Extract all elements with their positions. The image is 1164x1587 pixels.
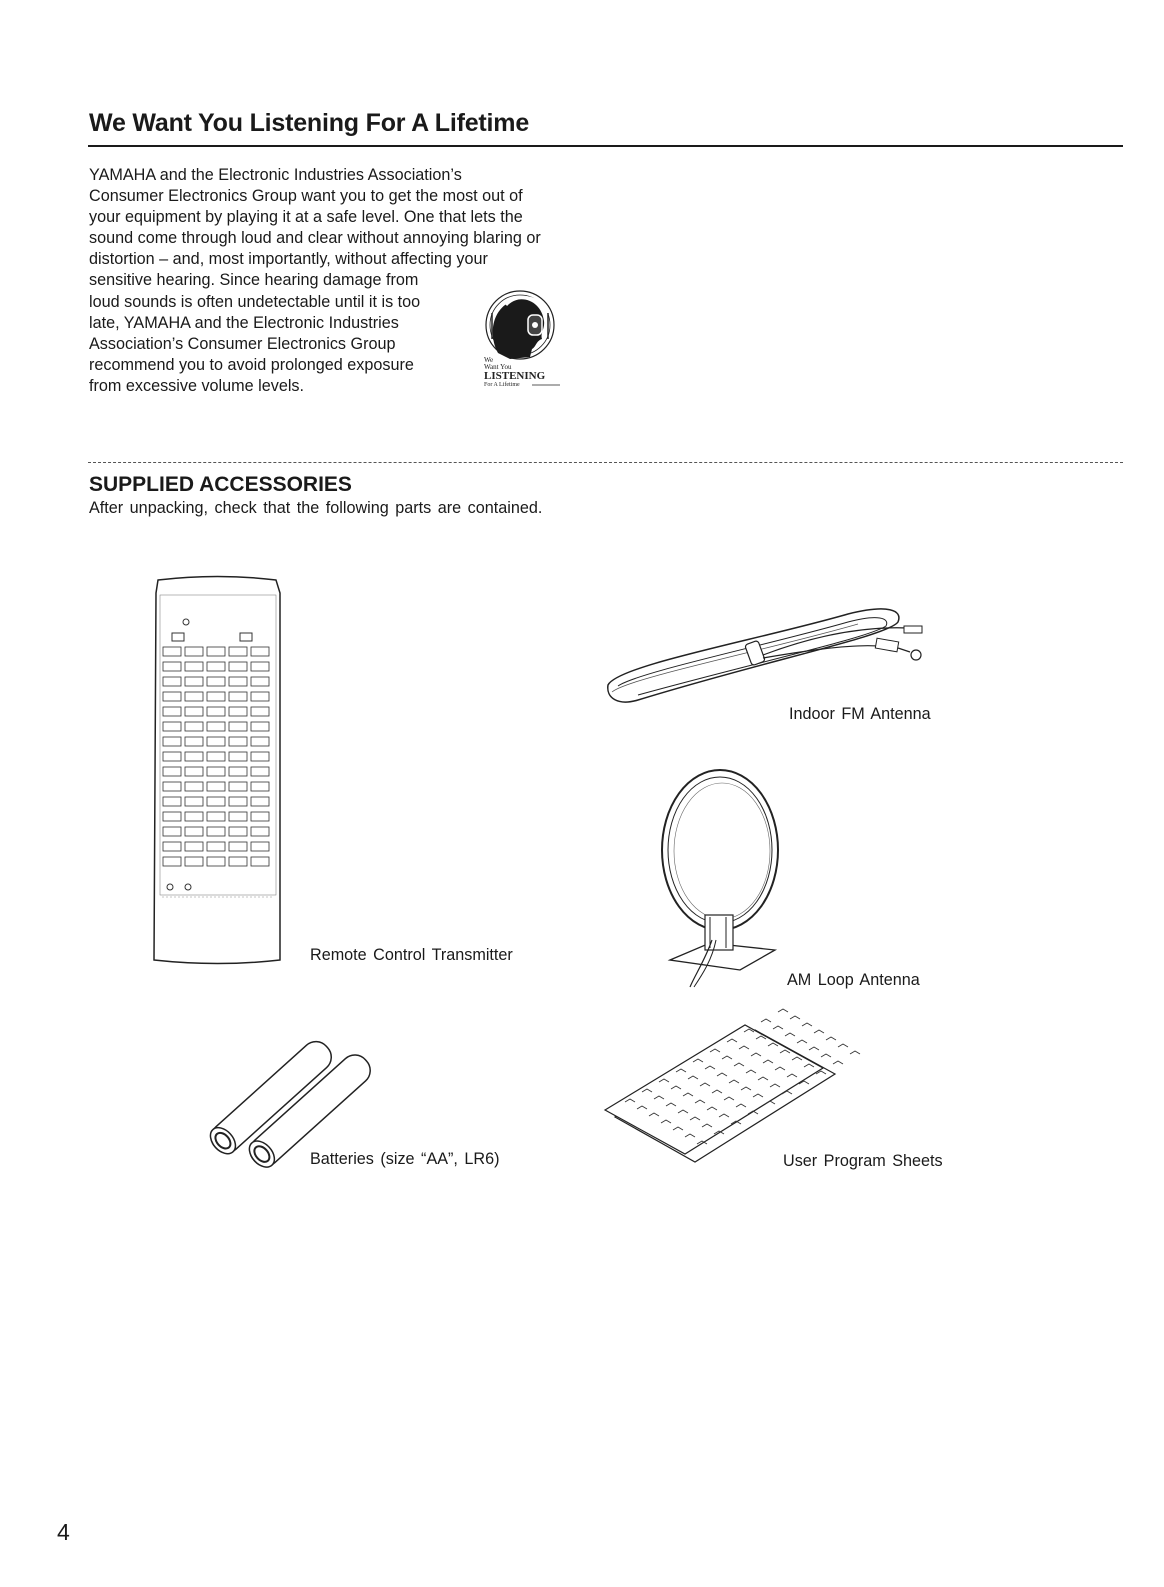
caption-remote: Remote Control Transmitter bbox=[310, 946, 513, 964]
caption-fm-antenna: Indoor FM Antenna bbox=[789, 705, 931, 723]
intro-line: distortion – and, most importantly, without affecting your bbox=[89, 250, 488, 269]
page-number: 4 bbox=[57, 1519, 70, 1545]
logo-text: We bbox=[484, 356, 494, 364]
intro-line: recommend you to avoid prolonged exposure bbox=[89, 355, 414, 374]
intro-line: loud sounds is often undetectable until it is too bbox=[89, 292, 421, 311]
title-underline bbox=[88, 145, 1123, 147]
intro-line: from excessive volume levels. bbox=[89, 376, 305, 395]
program-sheets-illustration bbox=[595, 1022, 860, 1167]
page-title: We Want You Listening For A Lifetime bbox=[89, 109, 530, 137]
fm-antenna-illustration bbox=[598, 600, 938, 720]
remote-control-illustration bbox=[148, 575, 288, 973]
am-antenna-illustration bbox=[650, 765, 780, 990]
logo-text: Want You bbox=[484, 363, 512, 371]
intro-line: Association’s Consumer Electronics Group bbox=[89, 334, 396, 353]
caption-am-antenna: AM Loop Antenna bbox=[787, 971, 920, 989]
caption-batteries: Batteries (size “AA”, LR6) bbox=[310, 1150, 500, 1168]
caption-program-sheets: User Program Sheets bbox=[783, 1152, 943, 1170]
section-heading: SUPPLIED ACCESSORIES bbox=[89, 473, 352, 496]
section-subheading: After unpacking, check that the following parts are contained. bbox=[89, 499, 543, 517]
intro-line: your equipment by playing it at a safe level. One that lets the bbox=[89, 208, 523, 227]
intro-line: sensitive hearing. Since hearing damage from bbox=[89, 271, 419, 290]
intro-line: Consumer Electronics Group want you to get the most out of bbox=[89, 187, 523, 206]
section-divider bbox=[88, 462, 1123, 463]
intro-line: YAMAHA and the Electronic Industries Association’s bbox=[89, 166, 462, 184]
intro-line: late, YAMAHA and the Electronic Industries bbox=[89, 313, 399, 332]
listening-logo bbox=[470, 283, 570, 398]
logo-text: LISTENING bbox=[484, 370, 546, 382]
logo-text: For A Lifetime bbox=[484, 382, 520, 388]
intro-line: sound come through loud and clear without annoying blaring or bbox=[89, 229, 541, 248]
